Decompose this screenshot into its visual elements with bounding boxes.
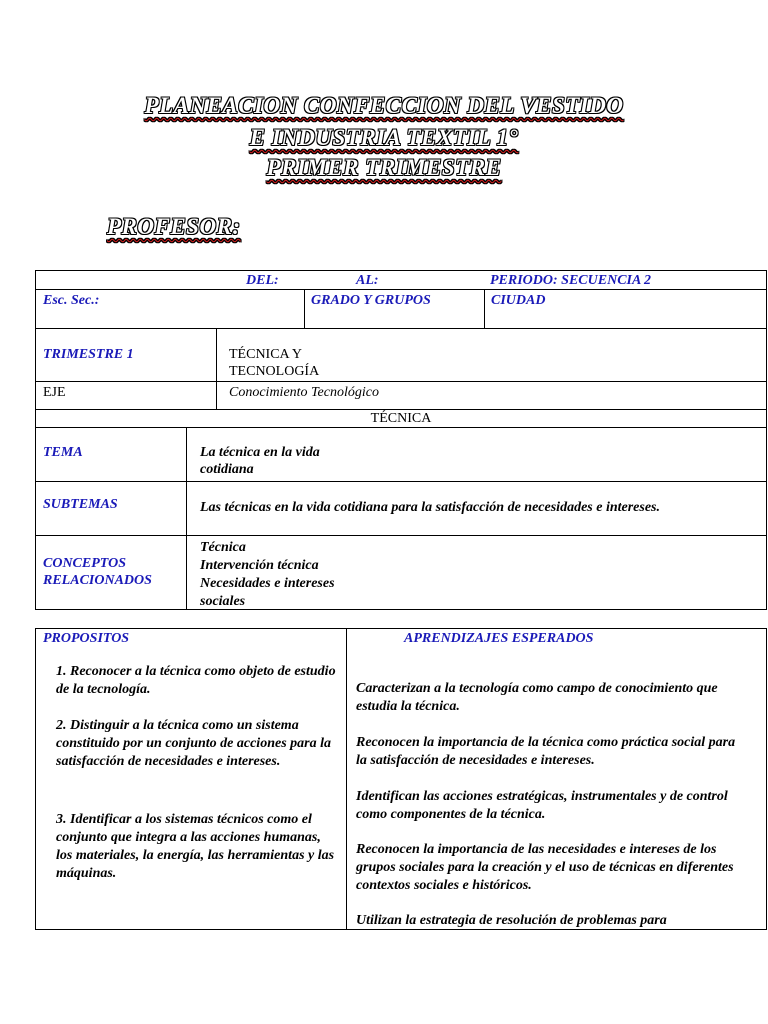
subtemas-label: SUBTEMAS: [43, 497, 118, 512]
del-label: DEL:: [246, 273, 279, 288]
propositos-heading: PROPOSITOS: [43, 631, 130, 646]
profesor-heading: PROFESOR:: [107, 214, 241, 239]
aprendizaje-item: Utilizan la estrategia de resolución de problemas para: [356, 913, 667, 928]
ciudad-label: CIUDAD: [491, 293, 546, 308]
proposito-item: 2. Distinguir a la técnica como un sistema constituido por un conjunto de acciones para la satisfacción de necesidades e intereses.: [56, 718, 331, 769]
al-label: AL:: [356, 273, 379, 288]
esc-sec-label: Esc. Sec.:: [43, 293, 100, 308]
document-title-line-1: PLANEACION CONFECCION DEL VESTIDO: [144, 93, 624, 118]
concepto-item: sociales: [200, 594, 246, 609]
tecnica-tecnologia-text: TÉCNICA Y TECNOLOGÍA: [229, 347, 320, 379]
aprendizaje-item: Reconocen la importancia de la técnica como práctica social para la satisfacción de necesidades e intereses.: [356, 735, 736, 768]
eje-label: EJE: [43, 385, 66, 400]
trimestre-label: TRIMESTRE 1: [43, 347, 134, 362]
grado-grupos-label: GRADO Y GRUPOS: [311, 293, 431, 308]
eje-value: Conocimiento Tecnológico: [229, 385, 379, 400]
subtemas-value: Las técnicas en la vida cotidiana para la satisfacción de necesidades e intereses.: [200, 500, 661, 515]
concepto-item: Necesidades e intereses: [200, 576, 335, 591]
proposito-item: 3. Identificar a los sistemas técnicos como el conjunto que integra a las acciones humanas, los materiales, la energía, las herramientas y las máquinas.: [56, 812, 335, 881]
document-title-line-3: PRIMER TRIMESTRE: [266, 155, 502, 180]
aprendizaje-item: Caracterizan a la tecnología como campo de conocimiento que estudia la técnica.: [356, 681, 718, 714]
conceptos-label: CONCEPTOS RELACIONADOS: [43, 556, 152, 588]
document-title-line-2: E INDUSTRIA TEXTIL 1°: [249, 125, 519, 150]
periodo-label: PERIODO: SECUENCIA 2: [490, 273, 652, 288]
aprendizaje-item: Reconocen la importancia de las necesidades e intereses de los grupos sociales para la creación y el uso de técnicas en diferentes contextos sociales e históricos.: [356, 842, 734, 893]
aprendizaje-item: Identifican las acciones estratégicas, instrumentales y de control como componentes de la técnica.: [356, 789, 728, 822]
aprendizajes-heading: APRENDIZAJES ESPERADOS: [404, 631, 594, 646]
proposito-item: 1. Reconocer a la técnica como objeto de estudio de la tecnología.: [56, 664, 336, 697]
tema-label: TEMA: [43, 445, 83, 460]
tema-value: La técnica en la vida cotidiana: [200, 445, 320, 477]
planning-info-table: [35, 270, 767, 610]
concepto-item: Intervención técnica: [200, 558, 319, 573]
tecnica-heading: TÉCNICA: [370, 411, 432, 426]
concepto-item: Técnica: [200, 540, 246, 555]
propositos-aprendizajes-table: [35, 628, 767, 930]
